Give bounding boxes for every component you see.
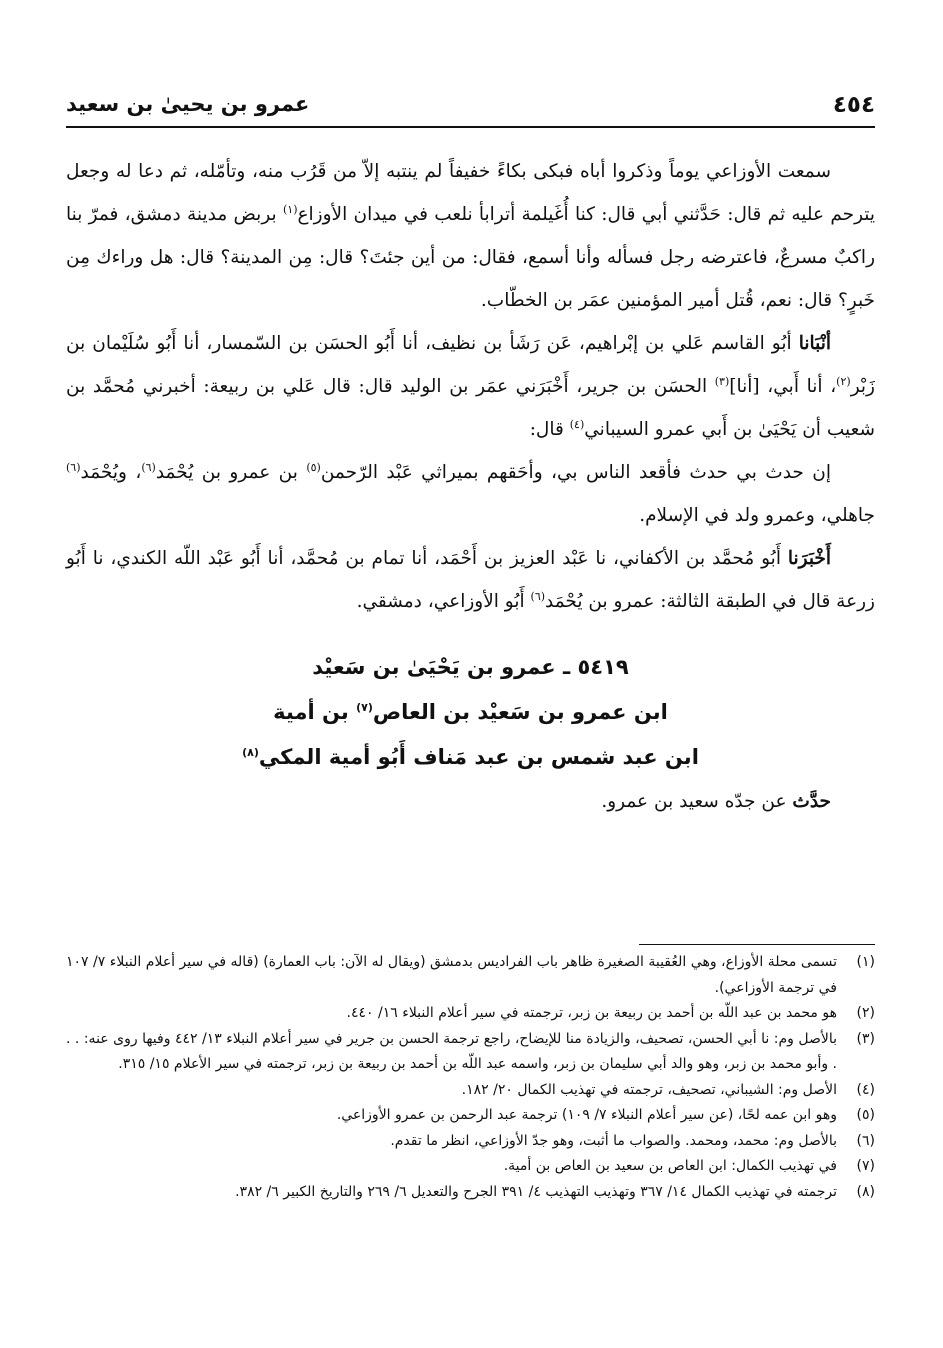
- footnote-number: (٣): [856, 1030, 875, 1047]
- text-run: إن حدث بي حدث فأقعد الناس بي، وأحَقهم بميراثي عَبْد الرّحمن: [320, 462, 831, 483]
- text-run: ، ويُحْمَد: [80, 462, 142, 483]
- footnote-number: (٥): [856, 1107, 875, 1123]
- running-title: عمرو بن يحيىٰ بن سعيد: [66, 92, 310, 116]
- footnote-number: (٤): [856, 1081, 875, 1098]
- text-run: ، أنا أَبي، [أنا]: [729, 376, 837, 397]
- footnote-separator: [639, 944, 875, 945]
- paragraph-4: [66, 537, 875, 623]
- footnote-ref: (٨): [242, 746, 259, 759]
- footnote-number: (٨): [856, 1183, 875, 1200]
- isnad-lead: أَخْبَرَنا: [787, 548, 831, 569]
- page-header: [66, 92, 875, 128]
- footnote: [66, 1001, 875, 1027]
- text-run: أَبُو مُحمَّد بن الأكفاني، نا عَبْد العزيز بن أَحْمَد، أنا تمام بن مُحمَّد، أنا أَبُو عَبْد اللّه الكندي، نا أَبُو زرعة قال في الطبقة الثالثة: عمرو بن يُحْمَد: [66, 548, 875, 612]
- paragraph-2: [66, 322, 875, 451]
- isnad-lead: أنْبَانا: [798, 333, 831, 354]
- footnote-text: الأصل وم: الشيباني، تصحيف، ترجمته في تهذيب الكمال ٢٠/ ١٨٢.: [461, 1081, 837, 1098]
- heading-line-3: [66, 735, 875, 780]
- paragraph-5: [66, 780, 875, 823]
- footnote-number: (١): [856, 954, 875, 970]
- text-run: سمعت الأوزاعي يوماً وذكروا أباه فبكى بكاءً خفيفاً لم ينتبه إلاّ من قَرُب منه، وتأمّله، ثم دعا له وجعل يترحم عليه ثم قال: حَدَّثني أبي قال: كنا أُغَيلمة أترابأ نلعب في ميدان الأوزاع: [66, 161, 876, 225]
- footnote-ref: (٦): [141, 460, 156, 474]
- text-run: أبُو القاسم عَلي بن إبْراهيم، عَن رَشَأ بن نظيف، أنا أَبُو الحسَن بن السّمسار، أنا أَبُو سُلَيْمان بن زَبْر: [66, 333, 875, 397]
- footnote-text: في تهذيب الكمال: ابن العاص بن سعيد بن العاص بن أمية.: [503, 1158, 837, 1174]
- footnote-number: (٧): [856, 1158, 875, 1174]
- text-run: جاهلي، وعمرو ولد في الإسلام.: [639, 505, 875, 526]
- footnote-ref: (٢): [836, 374, 851, 388]
- footnote-ref: (٧): [356, 701, 373, 714]
- footnote-text: وهو ابن عمه لحًا، (عن سير أعلام النبلاء ٧/ ١٠٩) ترجمة عبد الرحمن بن عمرو الأوزاعي.: [336, 1107, 837, 1123]
- narration-lead: حدَّث: [792, 791, 831, 812]
- footnote-ref: (٦): [530, 589, 546, 603]
- footnote-text: بالأصل وم: نا أبي الحسن، تصحيف، والزيادة منا للإيضاح، راجع ترجمة الحسن بن جرير في سير أعلام النبلاء ١٣/ ٤٤٢ وفيها روى عنه: . . . وأبو محمد بن زبر، وهو والد أبي سليمان بن زبر، واسمه عبد اللّه بن أحمد بن ربيعة بن زبر، ترجمته في سير الأعلام ١٥/ ٣١٥.: [66, 1030, 838, 1072]
- footnote-ref: (٣): [714, 374, 730, 388]
- heading-line-2: [66, 690, 875, 735]
- footnote: [66, 1103, 875, 1129]
- heading-line-1: ٥٤١٩ ـ عمرو بن يَحْيَىٰ بن سَعيْد: [312, 655, 629, 679]
- footnote: [66, 1078, 875, 1104]
- footnote: [66, 1154, 875, 1180]
- text-run: بن أمية: [273, 700, 357, 724]
- text-run: أَبُو الأوزاعي، دمشقي.: [356, 591, 531, 612]
- footnote-text: تسمى محلة الأوزاع، وهي العُقيبة الصغيرة ظاهر باب الفراديس بدمشق (ويقال له الآن: باب العمارة) (قاله في سير أعلام النبلاء ٧/ ١٠٧ في ترجمة الأوزاعي).: [66, 954, 837, 996]
- footnote: [66, 1027, 875, 1078]
- page-number: ٤٥٤: [832, 92, 875, 118]
- text-run: بن عمرو بن يُحْمَد: [155, 462, 307, 483]
- text-run: قال:: [529, 419, 570, 440]
- paragraph-1: [66, 150, 875, 322]
- footnote-ref: (٥): [306, 460, 321, 474]
- footnote: [66, 1129, 875, 1155]
- footnote-text: ترجمته في تهذيب الكمال ١٤/ ٣٦٧ وتهذيب التهذيب ٤/ ٣٩١ الجرح والتعديل ٦/ ٢٦٩ والتاريخ الكبير ٦/ ٣٨٢.: [235, 1183, 837, 1200]
- text-run: عن جدّه سعيد بن عمرو.: [601, 791, 793, 812]
- text-run: بربض مدينة دمشق، فمرّ بنا راكبٌ مسرعٌ، فاعترضه رجل فسأله وأنا أسمع، فقال: من أين جئتَ؟ قال: مِن المدينة؟ قال: هل وراءك مِن خَبرٍ؟ قال: نعم، قُتل أمير المؤمنين عمَر بن الخطّاب.: [66, 204, 875, 311]
- footnote-number: (٢): [856, 1005, 875, 1021]
- footnotes: [66, 950, 875, 1205]
- footnote-text: بالأصل وم: محمد، ومحمد. والصواب ما أثبت، وهو جدّ الأوزاعي، انظر ما تقدم.: [390, 1132, 837, 1149]
- footnote-text: هو محمد بن عبد اللّه بن أحمد بن ربيعة بن زبر، ترجمته في سير أعلام النبلاء ١٦/ ٤٤٠.: [346, 1005, 837, 1021]
- footnote-number: (٦): [856, 1132, 875, 1149]
- footnote-ref: (٤): [569, 417, 585, 431]
- footnote-ref: (١): [282, 202, 298, 216]
- entry-heading: [66, 645, 875, 780]
- paragraph-3: [66, 451, 875, 537]
- footnote: [66, 950, 875, 1001]
- footnote: [66, 1180, 875, 1206]
- text-run: ابن عمرو بن سَعيْد بن العاص: [372, 700, 668, 724]
- footnote-ref: (٦): [66, 460, 81, 474]
- main-text: [66, 150, 875, 823]
- text-run: ابن عبد شمس بن عبد مَناف أَبُو أمية المكي: [258, 745, 699, 769]
- text-run: الحسَن بن جرير، أَخْبَرَني عمَر بن الوليد قال: قال عَلي بن ربيعة: أخبرني مُحمَّد بن شعيب أن يَحْيَىٰ بن أَبي عمرو السيباني: [66, 376, 875, 440]
